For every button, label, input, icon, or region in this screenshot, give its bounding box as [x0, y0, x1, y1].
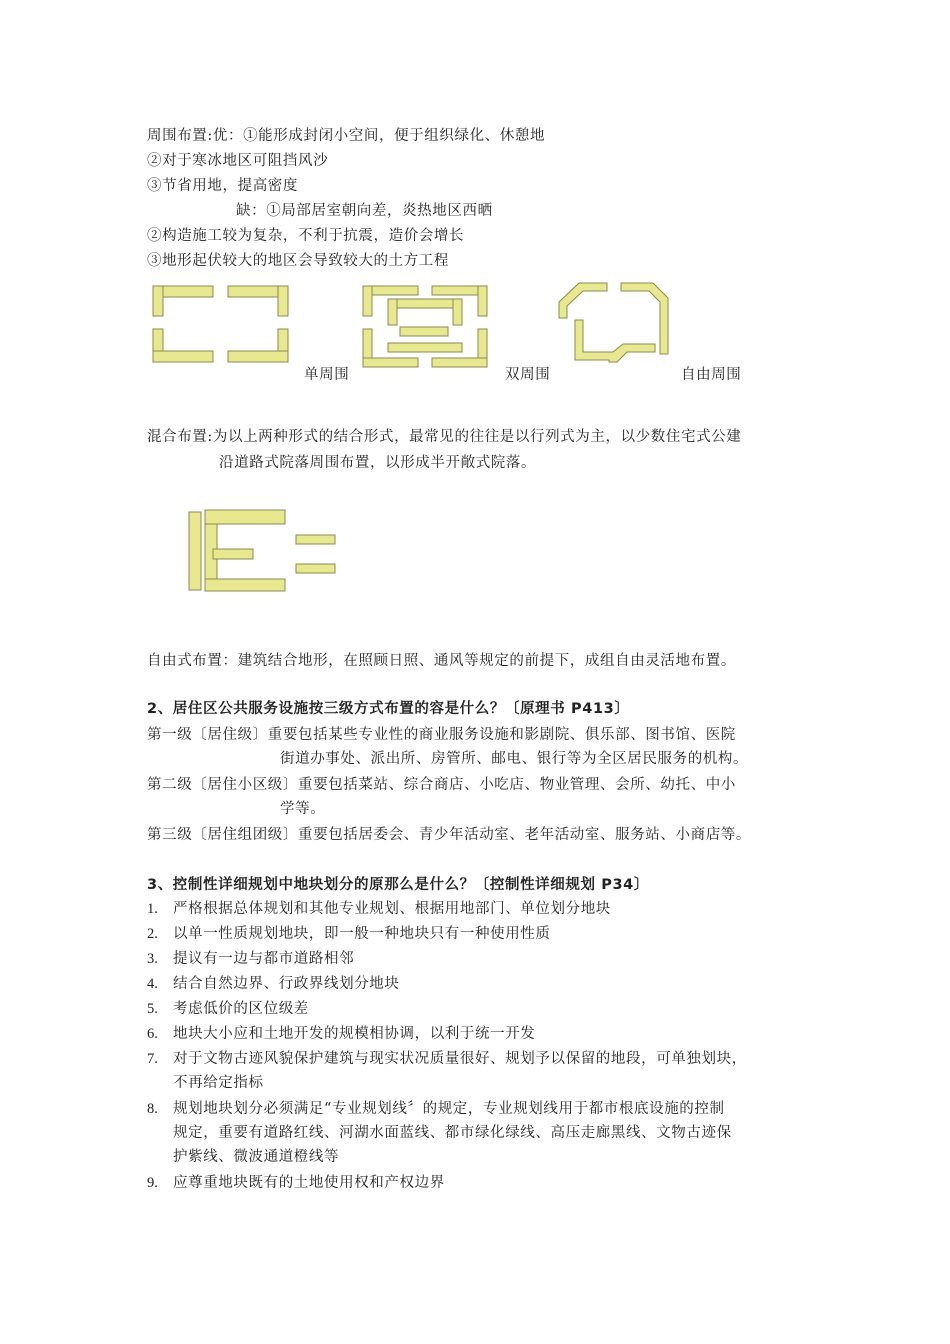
list-item-text: 严格根据总体规划和其他专业规划、根据用地部门、单位划分地块	[173, 901, 611, 917]
list-item-number: 8.	[147, 1101, 158, 1117]
list-item-text: 地块大小应和土地开发的规模相协调，以利于统一开发	[173, 1026, 536, 1042]
single-surround-diagram	[150, 283, 295, 368]
section-2-level-1b: 街道办事处、派出所、房管所、邮电、银行等为全区居民服务的机构。	[280, 751, 749, 767]
mixed-layout-diagram	[185, 507, 340, 595]
list-item-number: 7.	[147, 1051, 158, 1067]
surround-line-4: 缺：①局部居室朝向差，炎热地区西晒	[236, 203, 493, 219]
single-surround-label: 单周围	[304, 367, 350, 383]
surround-line-2: ②对于寒冰地区可阻挡风沙	[147, 153, 329, 169]
mixed-line-1: 混合布置:为以上两种形式的结合形式，最常见的往往是以行列式为主，以少数住宅式公建	[147, 429, 742, 445]
surround-line-6: ③地形起伏较大的地区会导致较大的土方工程	[147, 253, 449, 269]
surround-line-5: ②构造施工较为复杂，不利于抗震，造价会增长	[147, 228, 465, 244]
section-2-level-3: 第三级〔居住组团级〕重要包括居委会、青少年活动室、老年活动室、服务站、小商店等。	[147, 827, 751, 843]
free-surround-label: 自由周围	[681, 367, 742, 383]
double-surround-diagram	[360, 283, 495, 373]
list-item-text: 考虑低价的区位级差	[173, 1001, 309, 1017]
section-2-level-2b: 学等。	[280, 801, 326, 817]
list-item-text-continued: 规定，重要有道路红线、河湖水面蓝线、都市绿化绿线、高压走廊黑线、文物古迹保	[173, 1125, 732, 1141]
mixed-line-2: 沿道路式院落周围布置，以形成半开敞式院落。	[219, 455, 537, 471]
section-2-heading: 2、居住区公共服务设施按三级方式布置的容是什么？〔原理书 P413〕	[147, 701, 630, 717]
list-item-text: 提议有一边与都市道路相邻	[173, 951, 355, 967]
list-item-text-continued: 不再给定指标	[173, 1075, 264, 1091]
section-3-heading: 3、控制性详细规划中地块划分的原那么是什么？〔控制性详细规划 P34〕	[147, 877, 649, 893]
list-item-number: 3.	[147, 951, 158, 967]
free-surround-diagram	[555, 280, 675, 375]
list-item-number: 5.	[147, 1001, 158, 1017]
list-item-number: 9.	[147, 1175, 158, 1191]
list-item-text: 结合自然边界、行政界线划分地块	[173, 976, 400, 992]
section-2-level-2a: 第二级〔居住小区级〕重要包括菜站、综合商店、小吃店、物业管理、会所、幼托、中小	[147, 777, 736, 793]
list-item-number: 4.	[147, 976, 158, 992]
list-item-number: 1.	[147, 901, 158, 917]
surround-line-3: ③节省用地，提高密度	[147, 178, 298, 194]
list-item-text: 应尊重地块既有的土地使用权和产权边界	[173, 1175, 445, 1191]
double-surround-label: 双周围	[505, 367, 551, 383]
list-item-number: 2.	[147, 926, 158, 942]
section-2-level-1a: 第一级〔居住级〕重要包括某些专业性的商业服务设施和影剧院、俱乐部、图书馆、医院	[147, 727, 736, 743]
free-layout-line: 自由式布置：建筑结合地形，在照顾日照、通风等规定的前提下，成组自由灵活地布置。	[147, 653, 736, 669]
list-item-text-continued: 护紫线、微波通道橙线等	[173, 1149, 340, 1165]
list-item-number: 6.	[147, 1026, 158, 1042]
list-item-text: 以单一性质规划地块，即一般一种地块只有一种使用性质	[173, 926, 551, 942]
list-item-text: 规划地块划分必须满足“专业规划线〞的规定，专业规划线用于都市根底设施的控制	[173, 1101, 725, 1117]
list-item-text: 对于文物古迹风貌保护建筑与现实状况质量很好、规划予以保留的地段，可单独划块，	[173, 1051, 747, 1067]
surround-line-1: 周围布置:优：①能形成封闭小空间，便于组织绿化、休憩地	[147, 128, 546, 144]
